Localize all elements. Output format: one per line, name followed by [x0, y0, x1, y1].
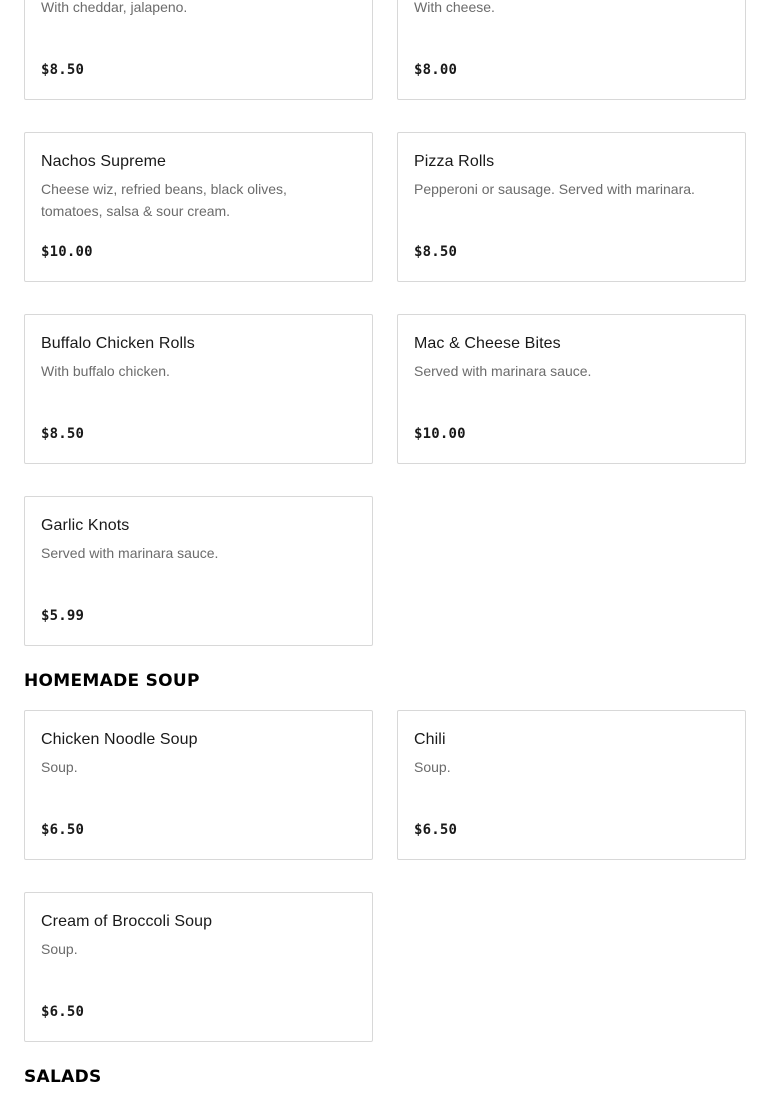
menu-item-card[interactable] [397, 710, 746, 860]
menu-item-name: Chili [414, 731, 446, 748]
menu-item-description: With cheese. [414, 0, 495, 15]
section-title-salads: SALADS [24, 1067, 102, 1087]
menu-item-name: Buffalo Chicken Rolls [41, 335, 195, 352]
menu-item-price: $6.50 [41, 1004, 85, 1020]
menu-item-description: Served with marinara sauce. [41, 545, 219, 561]
menu-item-card[interactable] [24, 0, 373, 100]
menu-item-price: $10.00 [414, 426, 466, 442]
menu-item-card[interactable] [24, 892, 373, 1042]
menu-item-name: Chicken Noodle Soup [41, 731, 198, 748]
menu-item-card[interactable] [24, 710, 373, 860]
menu-item-card[interactable] [24, 496, 373, 646]
menu-item-card[interactable] [24, 314, 373, 464]
menu-item-description: With buffalo chicken. [41, 363, 170, 379]
menu-item-description: Served with marinara sauce. [414, 363, 592, 379]
menu-item-price: $6.50 [414, 822, 458, 838]
menu-item-name: Mac & Cheese Bites [414, 335, 561, 352]
menu-item-name: Pizza Rolls [414, 153, 495, 170]
menu-item-price: $8.50 [41, 62, 85, 78]
menu-item-name: Garlic Knots [41, 517, 130, 534]
menu-item-name: Cream of Broccoli Soup [41, 913, 213, 930]
menu-item-description: Soup. [41, 941, 78, 957]
menu-item-price: $8.00 [414, 62, 458, 78]
menu-item-price: $6.50 [41, 822, 85, 838]
menu-item-description: Soup. [41, 759, 78, 775]
menu-item-card[interactable] [24, 132, 373, 282]
menu-item-name: Nachos Supreme [41, 153, 167, 170]
menu-item-description: Pepperoni or sausage. Served with marinara. [414, 181, 695, 197]
menu-item-price: $8.50 [41, 426, 85, 442]
menu-item-price: $10.00 [41, 244, 93, 260]
menu-item-card[interactable] [397, 314, 746, 464]
menu-item-price: $8.50 [414, 244, 458, 260]
menu-item-description: Soup. [414, 759, 451, 775]
menu-item-price: $5.99 [41, 608, 85, 624]
menu-item-card[interactable] [397, 132, 746, 282]
menu-item-description: With cheddar, jalapeno. [41, 0, 188, 15]
section-title-soup: HOMEMADE SOUP [24, 671, 200, 691]
menu-item-description: Cheese wiz, refried beans, black olives, tomatoes, salsa & sour cream. [41, 181, 287, 219]
menu-item-card[interactable] [397, 0, 746, 100]
